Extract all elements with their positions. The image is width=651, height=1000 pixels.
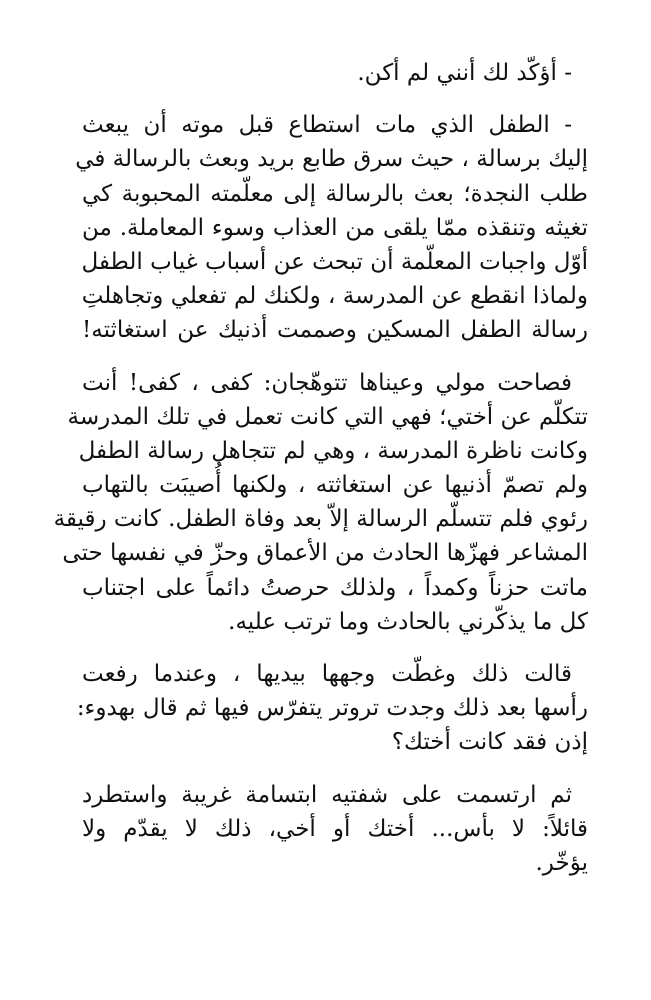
- text-line: - أؤكّد لك أنني لم أكن.: [357, 60, 572, 86]
- text-line: إليك برسالة ، حيث سرق طابع بريد وبعث بالرسالة في: [75, 146, 588, 173]
- text-line: ولماذا انقطع عن المدرسة ، ولكنك لم تفعلي وتجاهلتِ: [81, 283, 588, 310]
- book-page: [53, 56, 588, 898]
- paragraph-4: [76, 657, 588, 760]
- paragraph-1: [82, 56, 588, 90]
- text-line: طلب النجدة؛ بعث بالرسالة إلى معلّمته المحبوبة كي: [82, 180, 588, 207]
- text-line: تتكلّم عن أختي؛ فهي التي كانت تعمل في تلك المدرسة: [67, 403, 588, 430]
- text-line: رسالة الطفل المسكين وصممت أذنيك عن استغاثته!: [82, 317, 588, 344]
- paragraph-2: [75, 108, 588, 347]
- text-line: قائلاً: لا بأس... أختك أو أخي، ذلك لا يقدّم ولا: [82, 815, 588, 842]
- text-line: ثم ارتسمت على شفتيه ابتسامة غريبة واستطرد: [82, 781, 572, 808]
- text-line: أوّل واجبات المعلّمة أن تبحث عن أسباب غياب الطفل: [81, 248, 588, 275]
- text-line: ولم تصمّ أذنيها عن استغاثته ، ولكنها أُصيبَت بالتهاب: [82, 472, 588, 499]
- text-line: إذن فقد كانت أختك؟: [391, 729, 588, 756]
- paragraph-5: [82, 778, 588, 881]
- text-line: ماتت حزناً وكمداً ، ولذلك حرصتُ دائماً على اجتناب: [82, 574, 588, 601]
- text-line: رأسها بعد ذلك وجدت تروتر يتفرّس فيها ثم قال بهدوء:: [76, 695, 588, 722]
- text-line: قالت ذلك وغطّت وجهها بيديها ، وعندما رفعت: [82, 661, 572, 687]
- text-line: يؤخّر.: [535, 849, 588, 876]
- text-line: تغيثه وتنقذه ممّا يلقى من العذاب وسوء المعاملة. من: [82, 214, 588, 241]
- text-line: رئوي فلم تتسلّم الرسالة إلاّ بعد وفاة الطفل. كانت رقيقة: [53, 506, 588, 533]
- paragraph-3: [53, 366, 588, 640]
- text-line: فصاحت مولي وعيناها تتوهّجان: كفى ، كفى! أنت: [82, 369, 572, 396]
- text-line: كل ما يذكّرني بالحادث وما ترتب عليه.: [228, 608, 588, 635]
- text-line: - الطفل الذي مات استطاع قبل موته أن يبعث: [82, 112, 572, 139]
- text-line: وكانت ناظرة المدرسة ، وهي لم تتجاهل رسالة الطفل: [78, 437, 588, 464]
- text-line: المشاعر فهزّها الحادث من الأعماق وحزّ في نفسها حتى: [62, 540, 588, 567]
